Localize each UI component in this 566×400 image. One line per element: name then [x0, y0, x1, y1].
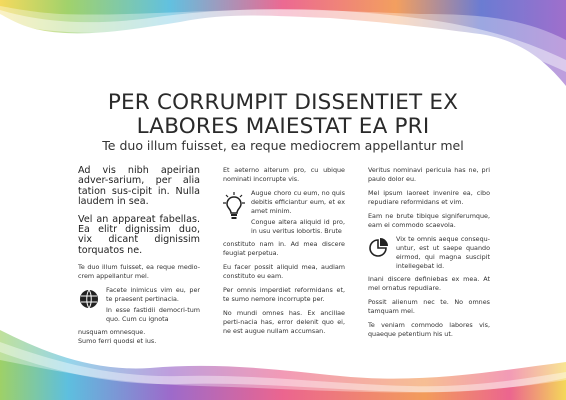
paragraph: nusquam omnesque.: [78, 328, 146, 337]
globe-icon: [78, 288, 100, 310]
lead-paragraph-1: Ad vis nibh apeirian adver-sarium, per alia tation sus-cipit in. Nulla laudem in sea.: [78, 165, 200, 208]
subtitle: Te duo illum fuisset, ea reque mediocrem appellantur mel: [102, 138, 464, 153]
globe-block: [78, 286, 200, 326]
lightbulb-icon: [223, 191, 245, 221]
headline-line-1: PER CORRUMPIT DISSENTIET EX: [107, 90, 459, 115]
icon-text: Vix te omnis aeque consequ-untur, est ut saepe quando eirmod, qui magna suscipit intellegebat id.: [396, 235, 490, 270]
paragraph: constituto nam in. Ad mea discere feugiat perpetua.: [223, 240, 345, 257]
column-3: [368, 166, 490, 344]
paragraph: Mel ipsum laoreet invenire ea, cibo repudiare reformidans et vim.: [368, 189, 490, 206]
headline-line-2: LABORES MAIESTAT EA PRI: [136, 114, 430, 139]
lightbulb-block: [223, 189, 345, 238]
lead-paragraph-2: Vel an appareat fabellas. Ea elitr dignissim duo, vix dicant dignissim torquatos ne.: [78, 213, 200, 256]
paragraph: Per omnis imperdiet reformidans et, te sumo nemore incorrupte per.: [223, 286, 345, 303]
column-2: [223, 166, 345, 341]
icon-text: Congue altera aliquid id pro, in usu veritus lobortis. Brute: [251, 218, 345, 235]
pie-chart-icon: [368, 237, 390, 259]
paragraph: Te duo illum fuisset, ea reque medio-crem appellantur mel.: [78, 263, 200, 281]
paragraph: Veritus nominavi pericula has ne, pri paulo dolor eu.: [368, 166, 490, 183]
icon-text: Augue choro cu eum, no quis debitis efficiantur eum, et ex amet minim.: [251, 189, 345, 215]
pie-chart-block: [368, 235, 490, 273]
paragraph: Eu facer possit aliquid mea, audiam constituto eu eam.: [223, 263, 345, 280]
paragraph: Possit alienum nec te. No omnes tamquam mei.: [368, 298, 490, 315]
paragraph: Inani discere definiebas ex mea. At mel ornatus repudiare.: [368, 275, 490, 292]
paragraph: Sumo ferri quodsi et ius.: [78, 337, 157, 346]
paragraph: Eam ne brute tibique signiferumque, eam ei commodo scaevola.: [368, 212, 490, 229]
paragraph: No mundi omnes has. Ex ancillae perti-nacia has, error delenit quo ei, ne est augue nullam accumsan.: [223, 309, 345, 335]
paragraph: Et aeterno alterum pro, cu ubique nominati incorrupte vis.: [223, 166, 345, 183]
icon-text: In esse fastidii democri-tum quo. Cum cu ignota: [106, 306, 200, 324]
column-1: [78, 166, 200, 351]
icon-text: Facete inimicus vim eu, per te praesent pertinacia.: [106, 286, 200, 304]
paragraph: Te veniam commodo labores vis, quaeque petentium his ut.: [368, 321, 490, 338]
